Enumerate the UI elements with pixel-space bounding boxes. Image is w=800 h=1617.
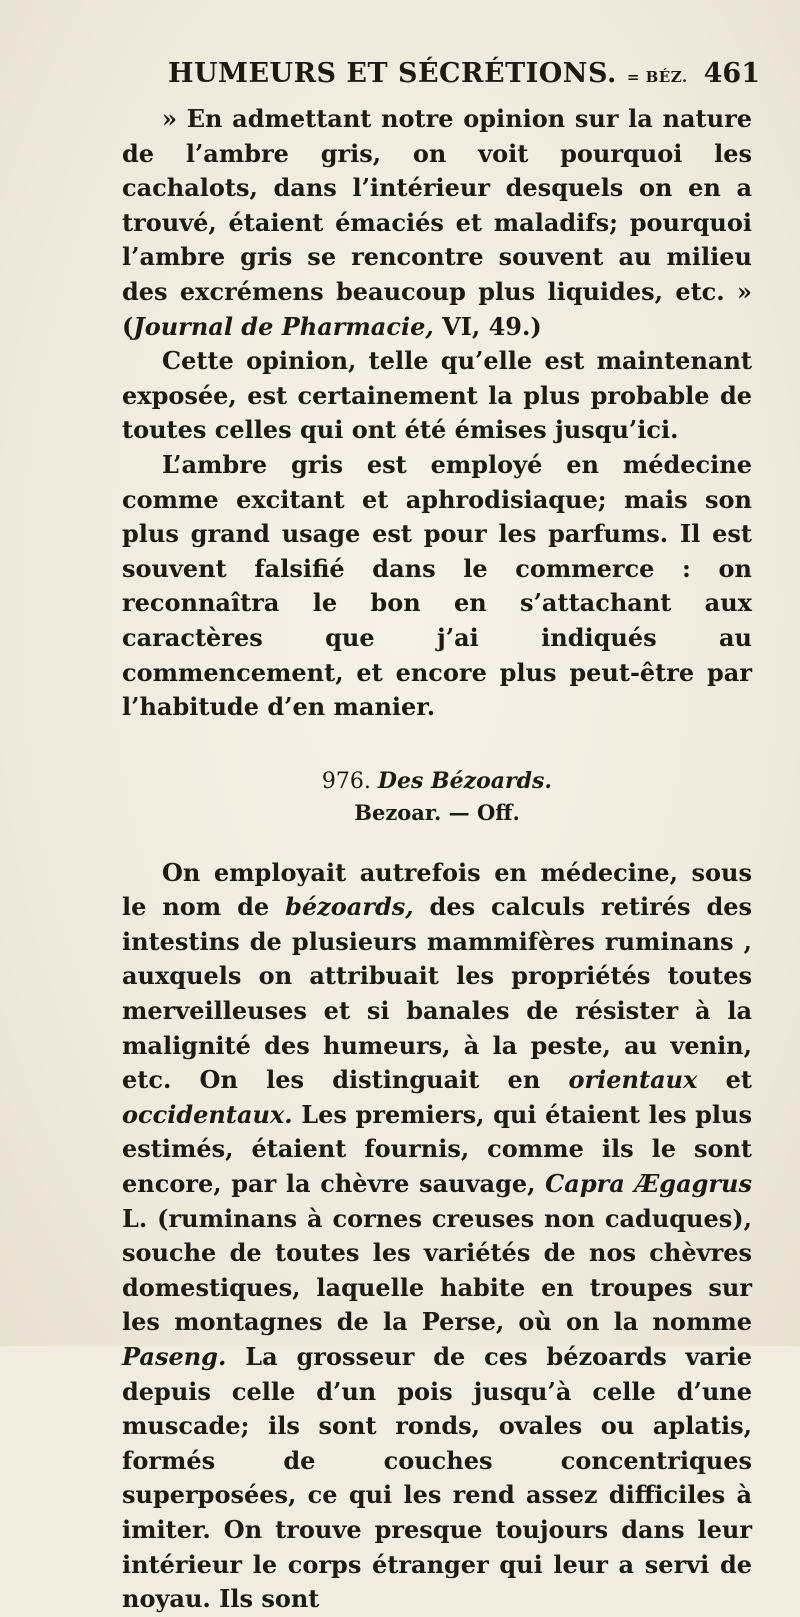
section-tag: = BÉZ. (626, 68, 688, 86)
section-title: Des Bézoards. (377, 767, 553, 794)
paragraph-opinion: Cette opinion, telle qu’elle est maintenant exposée, est certainement la plus probable de toutes celles qui ont été émises jusqu’ici. (122, 346, 752, 445)
italic-term: Capra Ægagrus (545, 1169, 752, 1199)
italic-term: Paseng. (122, 1342, 227, 1371)
text-run: L. (ruminans à cornes creuses non caduques), souche de toutes les variétés de nos chèvres domestiques, laquelle habite en troupes sur les montagnes de la Perse, où on la nomme (122, 1203, 752, 1337)
text-run: des calculs retirés des intestins de plusieurs mammifères ruminans , auxquels on attribuait les propriétés toutes merveilleuses et si banales de résister à la malignité des humeurs, à la peste, au venin, etc. On les distinguait en (122, 892, 752, 1095)
running-title (168, 58, 688, 89)
paragraph-ambre-usage: L’ambre gris est employé en médecine comme excitant et aphrodisiaque; mais son plus grand usage est pour les parfums. Il est souvent falsifié dans le commerce : on reconnaîtra le bon en s’attachant aux caractères que j’ai indiqués au commencement, et encore plus peut-être par l’habitude d’en manier. (122, 449, 752, 722)
page-body (122, 102, 752, 1617)
citation-ref: VI, 49.) (433, 311, 542, 341)
section-number: 976. (321, 768, 371, 794)
italic-term: bézoards, (285, 892, 414, 922)
italic-term: orientaux (568, 1065, 698, 1095)
page-number: 461 (703, 58, 760, 89)
text-run: et (697, 1065, 752, 1095)
paragraph-quote-end (122, 102, 752, 344)
text-run: On employait autrefois en médecine, sous le nom de (122, 857, 752, 922)
text-run: Les premiers, qui étaient les plus estimés, étaient fournis, comme ils le sont encore, par la chèvre sauvage, (122, 1099, 752, 1199)
citation-journal: Journal de Pharmacie, (133, 311, 434, 341)
italic-term: occidentaux. (122, 1099, 293, 1129)
section-subtitle: Bezoar. — Off. (354, 799, 520, 825)
running-title-text: HUMEURS ET SÉCRÉTIONS. (168, 58, 617, 89)
page-header (168, 58, 760, 98)
paragraph-text: » En admettant notre opinion sur la nature de l’ambre gris, on voit pourquoi les cachalots, dans l’intérieur desquels on en a trouvé, étaient émaciés et maladifs; pourquoi l’ambre gris se rencontre souvent au milieu des excrémens beaucoup plus liquides, etc. » ( (122, 104, 752, 341)
text-run: La grosseur de ces bézoards varie depuis celle d’un pois jusqu’à celle d’une muscade; ils sont ronds, ovales ou aplatis, formés de couches concentriques superposées, ce qui les rend assez difficiles à imiter. On trouve presque toujours dans leur intérieur le corps étranger qui leur a servi de noyau. Ils sont (122, 1342, 752, 1614)
section-heading (122, 765, 752, 798)
paragraph-bezoards (122, 856, 752, 1617)
